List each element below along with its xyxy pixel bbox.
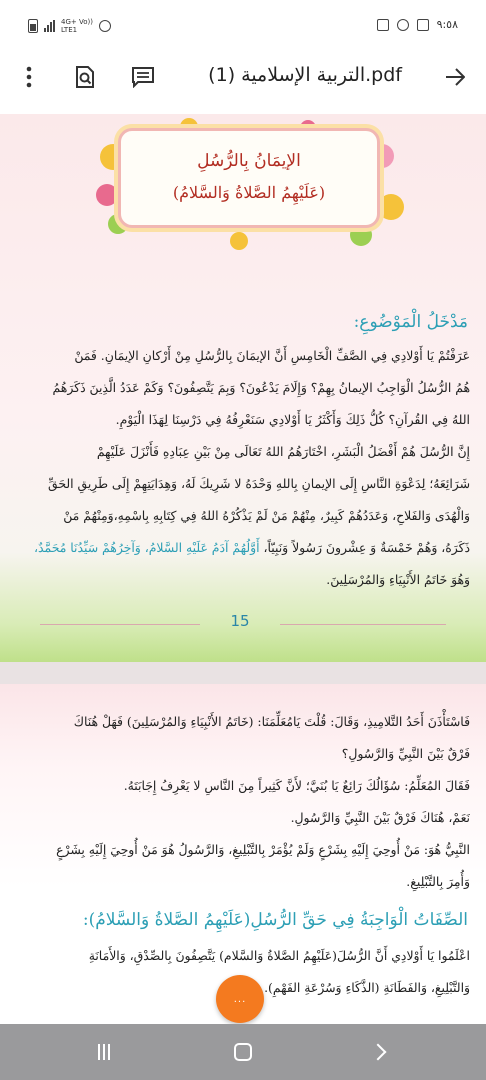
system-navigation-bar [0,1024,486,1080]
text-line: اعْلَمُوا يَا أَوْلادِي أَنَّ الرُّسُلَ(عَلَيْهِمُ الصَّلاةُ وَالسَّلام) يَتَّصِفُونَ بِالصِّدْقِ، وَالأَمَانَةِ [88,948,470,963]
dialogue-paragraph [16,706,470,898]
gallery-notification-icon [377,19,389,31]
status-time: ٩:٥٨ [436,18,458,31]
page-number-rule [40,624,200,625]
network-indicator [61,18,93,34]
flower-decoration [378,194,404,220]
alarm-icon [99,20,111,32]
text-line: فَاسْتَأْذَنَ أَحَدُ التَّلامِيذِ، وَقَالَ: قُلْتَ يَامُعَلِّمَنَا: (خَاتَمُ الأَنْبِيَاءِ وَالمُرْسَلِينَ) فَهَلْ هُنَاكَ [73,714,470,729]
home-button[interactable] [223,1038,263,1066]
text-line: نَعَمْ، هُنَاكَ فَرْقٌ بَيْنَ النَّبِيِّ وَالرَّسُولِ. [290,810,470,825]
text-line [16,532,470,564]
network-top: 4G+ Vo)) [61,18,93,26]
text-line: وَهُوَ خَاتَمُ الأَنْبِيَاءِ وَالمُرْسَلِينَ. [326,572,470,587]
flower-decoration [96,184,118,206]
back-arrow-icon[interactable] [440,62,470,92]
text-segment: ذَكَرَهُ، وَهُمْ خَمْسَةٌ وَ عِشْرونَ رَسُولاً وَنَبِيّاً، [259,540,470,555]
page-separator [0,662,486,684]
highlighted-text: أَوَّلُهُمْ آدَمُ عَلَيْهِ السَّلامُ، وَآخِرُهُمْ سَيِّدُنَا مُحَمَّدٌ، [34,540,260,555]
more-options-icon[interactable] [14,62,44,92]
page-number-rule [280,624,446,625]
lesson-title: الإيمَانُ بِالرُّسُلِ [197,151,301,171]
text-line: اللهُ فِي القُرآنِ؟ كُلُّ ذَلِكَ وَأَكْثَرُ يَا أَوْلادِي سَنَعْرِفُهُ فِي دَرْسِنَا لِهَذَا الْيَوْمِ. [115,412,470,427]
text-line: إِنَّ الرُّسُلَ هُمْ أَفْضَلُ الْبَشَرِ، اخْتَارَهُمُ اللهُ تَعَالَى مِنْ بَيْنِ عِبَادِهِ فَأَنْزَلَ عَلَيْهِمْ [96,444,470,459]
pdf-page-15 [0,114,486,662]
signal-icon [44,20,55,32]
floating-action-button[interactable] [216,975,264,1023]
lesson-title-frame [118,128,380,228]
recent-apps-button[interactable] [86,1038,126,1066]
flower-decoration [230,232,248,250]
page-number: 15 [230,612,250,630]
comment-icon[interactable] [128,62,158,92]
recent-apps-icon [98,1044,114,1060]
text-line: شَرَائِعَهُ؛ لِدَعْوَةِ النَّاسِ إِلَى الإيمانِ بِاللهِ وَحْدَهُ لا شَرِيكَ لَهُ، وَهِدَايَتِهِمْ إِلَى طَرِيقِ الحَقِّ [48,476,470,491]
app-notification-icon [397,19,409,31]
status-bar [0,0,486,52]
text-line: فَقَالَ المُعَلِّمُ: سُؤَالُكَ رَائِعٌ يَا بُنَيَّ؛ لأَنَّ كَثِيراً مِنَ النَّاسِ لا يَعْرِفُ إِجَابَتَهُ. [123,778,470,793]
text-line: وَالْهُدَى وَالفَلاحِ، وَعَدَدُهُمْ كَبِيرٌ، مِنْهُمْ مَنْ لَمْ يَذْكُرْهُ اللهُ فِي كِتَابِهِ بِاسْمِهِ،وَمِنْهُمْ مَنْ [63,508,470,523]
status-right [377,18,458,31]
home-icon [234,1043,252,1061]
section-heading-intro: مَدْخَلُ الْمَوْضُوعِ: [353,312,468,332]
intro-paragraph [16,340,470,596]
network-bottom: LTE1 [61,26,78,34]
fab-label: ... [233,993,247,1005]
pdf-toolbar [0,52,486,102]
text-line: وَأُمِرَ بِالتَّبْلِيغِ. [406,874,470,889]
back-icon [370,1044,387,1061]
text-line: عَرَفْتُمْ يَا أَوْلادِي فِي الصَّفِّ الْخَامِسِ أَنَّ الإيمَانَ بِالرُّسُلِ مِنْ أَرْكانِ الإيمَانِ. فَمَنْ [74,348,470,363]
battery-icon [28,19,38,33]
section-heading-attributes: الصِّفَاتُ الْوَاجِبَةُ فِي حَقِّ الرُّسُلِ(عَلَيْهِمُ الصَّلاةُ وَالسَّلامُ): [82,910,468,930]
back-button[interactable] [358,1038,398,1066]
video-notification-icon [417,19,429,31]
text-line: وَالتَّبْلِيغِ، وَالفَطَانَةِ (الذَّكَاءِ وَسُرْعَةِ الفَهْمِ). [264,980,470,995]
text-line: النَّبِيُّ هُوَ: مَنْ أُوحِيَ إِلَيْهِ بِشَرْعٍ وَلَمْ يُؤْمَرْ بِالتَّبْلِيغِ، وَالرَّسُولُ هُوَ مَنْ أُوحِيَ إِلَيْهِ بِشَرْعٍ [56,842,470,857]
text-line: هُمُ الرُّسُلُ الْوَاجِبُ الإيمانُ بِهِمْ؟ وَإِلَامَ يَدْعُونَ؟ وَبِمَ يَتَّصِفُونَ؟ وَكَمْ عَدَدُ الَّذِينَ ذَكَرَهُمُ [52,380,470,395]
text-line: فَرْقٌ بَيْنَ النَّبِيِّ وَالرَّسُولِ؟ [341,746,470,761]
status-left [28,18,111,34]
pdf-viewer[interactable] [0,114,486,1024]
pdf-page-16 [0,684,486,1024]
lesson-subtitle: (عَلَيْهِمُ الصَّلاةُ وَالسَّلامُ) [172,183,326,202]
search-document-icon[interactable] [70,62,100,92]
document-title: التربية الإسلامية (1).pdf [208,64,402,86]
